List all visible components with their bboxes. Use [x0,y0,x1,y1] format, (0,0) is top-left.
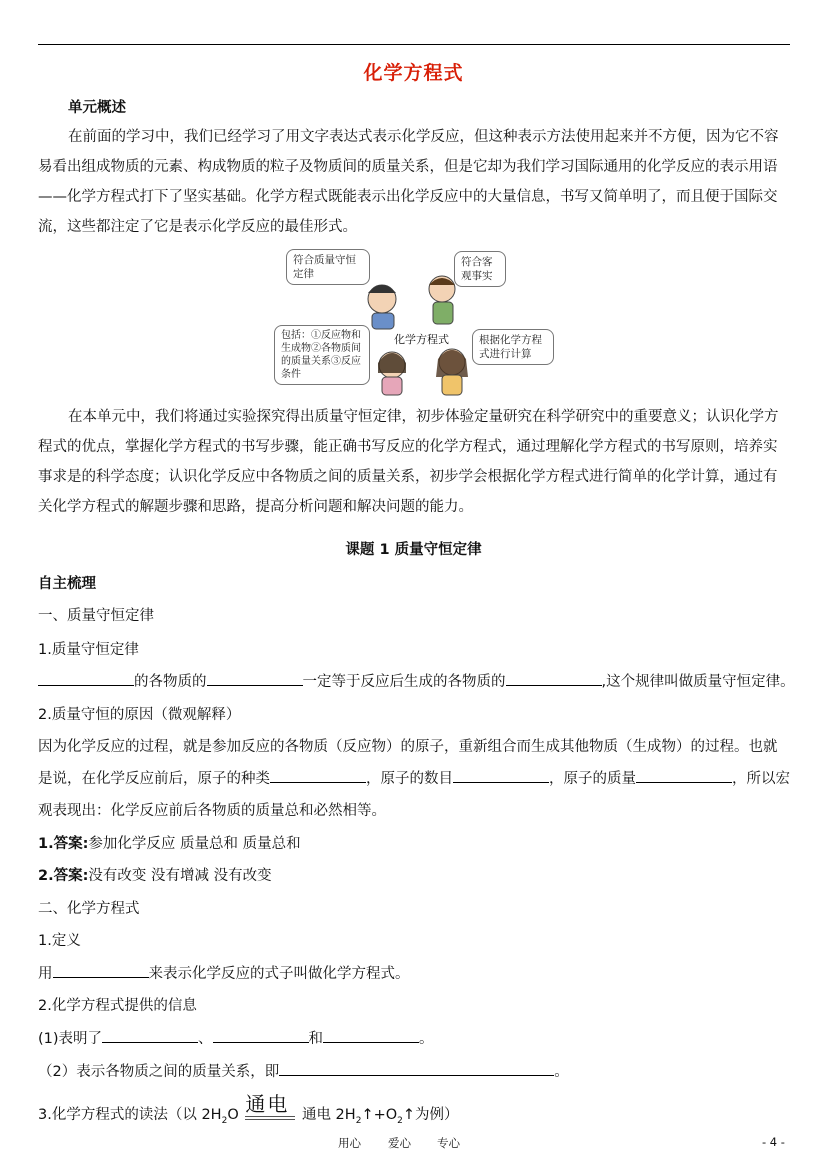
blank-6[interactable] [636,768,732,783]
blank-3[interactable] [506,671,602,686]
reaction-condition [245,1091,295,1126]
page-number: - 4 - [762,1135,785,1149]
reason-line-1: 因为化学反应的过程，就是参加反应的各物质（反应物）的原子，重新组合而生成其他物质（生成物）的过程。也就 [38,739,778,755]
answer-1 [38,832,301,853]
overview-paragraph-1: 在前面的学习中，我们已经学习了用文字表达式表示化学反应，但这种表示方法使用起来并不方便，因为它不容易看出组成物质的元素、构成物质的粒子及物质间的质量关系，但是它却为我们学习国际通用的化学反应的表示用语——化学方程式打下了坚实基础。化学方程式既能表示出化学反应中的大量信息，书写又简单明了，而且便于国际交流，这些都注定了它是表示化学反应的最佳形式。 [38,129,779,235]
reason-line-2 [38,767,790,788]
fill-text: 。 [554,1064,569,1080]
item-2-heading: 2.质量守恒的原因（微观解释） [38,707,241,723]
blank-10[interactable] [323,1028,419,1043]
blank-11[interactable] [279,1061,554,1076]
blank-7[interactable] [53,963,149,978]
fill-text: ，原子的质量 [549,771,636,787]
fill-text: ，原子的数目 [366,771,453,787]
info-heading: 2.化学方程式提供的信息 [38,998,197,1014]
bubble-includes: 包括：①反应物和生成物②各物质间的质量关系③反应条件 [274,325,370,385]
header-rule [38,44,790,45]
self-review-heading: 自主梳理 [38,576,96,592]
reading-line [38,1091,459,1126]
subscript: 2 [355,1115,362,1126]
fill-text: 是说，在化学反应前后，原子的种类 [38,771,270,787]
blank-9[interactable] [213,1028,309,1043]
reason-line-3: 观表现出：化学反应前后各物质的质量总和必然相等。 [38,803,386,819]
answer-2 [38,864,272,885]
illustration-center-label: 化学方程式 [394,333,449,346]
fill-text: （2）表示各物质之间的质量关系，即 [38,1064,280,1080]
fill-line-1 [38,670,795,691]
blank-4[interactable] [270,768,366,783]
overview-heading: 单元概述 [68,100,126,116]
footer-word-3: 专心 [437,1136,460,1150]
overview-paragraph-2: 在本单元中，我们将通过实验探究得出质量守恒定律，初步体验定量研究在科学研究中的重要意义；认识化学方程式的优点，掌握化学方程式的书写步骤，能正确书写反应的化学方程式，通过理解化学方程式的书写原则，培养实事求是的科学态度；认识化学反应中各物质之间的质量关系，初步学会根据化学方程式进行简单的化学计算，通过有关化学方程式的解题步骤和思路，提高分析问题和解决问题的能力。 [38,409,779,515]
answer-label: 1.答案: [38,836,89,852]
info-line-1 [38,1027,434,1048]
bubble-objective-facts: 符合客观事实 [454,251,506,287]
subscript: 2 [397,1115,403,1126]
fill-text: 。 [419,1031,434,1047]
definition-line [38,962,410,983]
bubble-mass-conservation: 符合质量守恒定律 [286,249,370,285]
fill-text: 3.化学方程式的读法（以 2H [38,1107,222,1123]
blank-1[interactable] [38,671,134,686]
fill-text: 、 [198,1031,213,1047]
fill-text: 和 [308,1031,324,1047]
blank-5[interactable] [453,768,549,783]
concept-illustration [274,247,554,397]
answer-text: 没有改变 没有增减 没有改变 [88,868,272,884]
answer-label: 2.答案: [38,868,89,884]
section-2-heading: 二、化学方程式 [38,901,140,917]
fill-text: 来表示化学反应的式子叫做化学方程式。 [148,966,410,982]
fill-text: O [227,1107,239,1123]
fill-text: ↑为例） [402,1107,459,1123]
page-title: 化学方程式 [363,62,464,84]
condition-label: 通电 [245,1091,290,1116]
fill-text: 用 [38,966,53,982]
bubble-calculation: 根据化学方程式进行计算 [472,329,554,365]
lesson-title: 课题 1 质量守恒定律 [345,542,482,558]
condition-rule [245,1116,295,1117]
fill-text: ,这个规律叫做质量守恒定律。 [601,674,795,690]
fill-text: 一定等于反应后生成的各物质的 [302,674,506,690]
fill-text: (1)表明了 [38,1031,103,1047]
footer-word-2: 爱心 [388,1136,411,1150]
info-line-2 [38,1060,569,1081]
fill-text: 的各物质的 [134,674,207,690]
blank-2[interactable] [207,671,303,686]
condition-rule [245,1119,295,1120]
item-1-heading: 1.质量守恒定律 [38,642,139,658]
footer-word-1: 用心 [338,1136,361,1150]
answer-text: 参加化学反应 质量总和 质量总和 [88,836,301,852]
fill-text: ，所以宏 [732,771,790,787]
fill-text: ↑+O [361,1107,398,1123]
fill-text: 通电 2H [301,1107,356,1123]
subscript: 2 [221,1115,228,1126]
blank-8[interactable] [102,1028,198,1043]
section-1-heading: 一、质量守恒定律 [38,608,154,624]
definition-heading: 1.定义 [38,933,81,949]
